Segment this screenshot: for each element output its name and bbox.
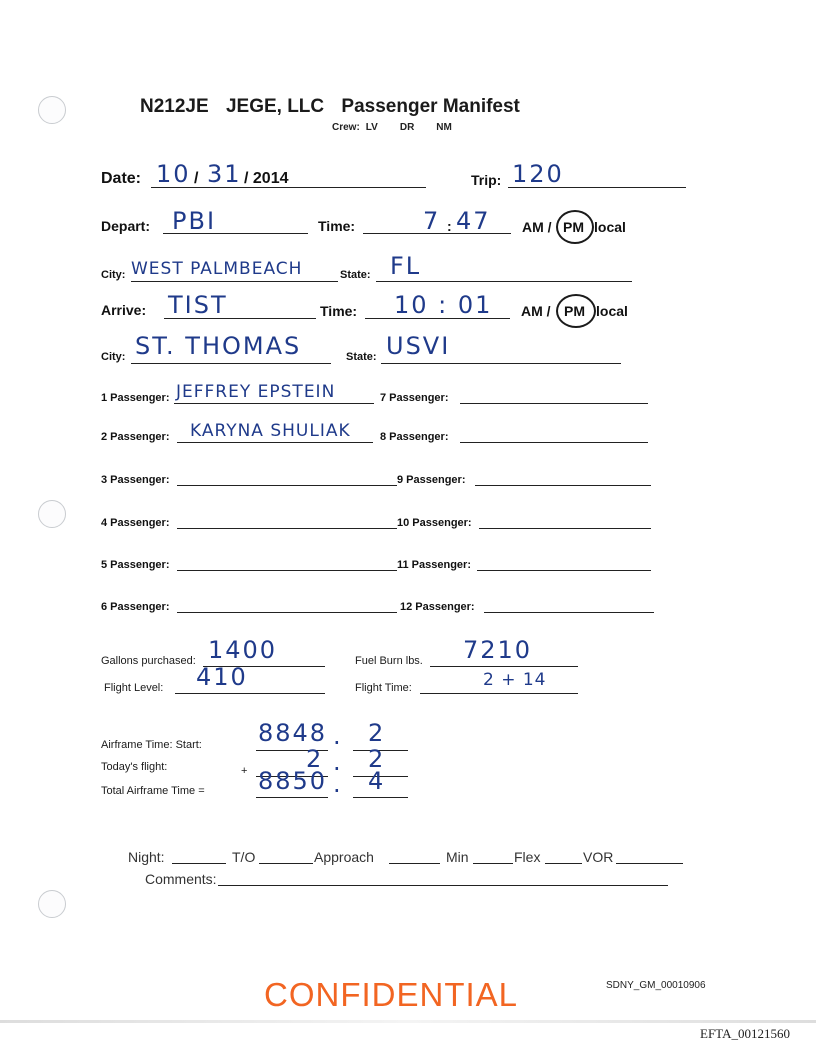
passenger-7-label: 7 Passenger: [380,392,449,404]
arrive-time-label: Time: [320,303,358,319]
airframe-start-label: Airframe Time: Start: [101,739,202,751]
depart-city-underline [131,281,338,282]
passenger-6-underline [177,612,397,613]
crew-initials-2: DR [399,122,415,133]
depart-label: Depart: [101,218,151,234]
depart-pm-option: PM [563,219,584,235]
passenger-4-underline [177,528,397,529]
arrive-city-value: ST. THOMAS [135,332,302,360]
passenger-4-label: 4 Passenger: [101,517,170,529]
manifest-title [140,96,520,118]
fuel-burn-underline [430,666,578,667]
passenger-2-label: 2 Passenger: [101,431,170,443]
crew-label: Crew: [332,122,360,133]
depart-hour-value: 7 [423,207,441,235]
passenger-8-underline [460,442,648,443]
depart-am-option: AM / [522,219,552,235]
flight-time-label: Flight Time: [355,682,412,694]
min-underline [473,863,513,864]
date-label: Date: [101,170,142,187]
arrive-time-value: 10 : 01 [394,291,493,319]
fuel-burn-value: 7210 [463,636,533,664]
flex-underline [545,863,582,864]
date-separator: / [194,170,199,187]
total-airframe-underline [256,797,328,798]
total-airframe-dec-underline [353,797,408,798]
total-airframe-decimal: 4 [368,767,386,795]
approach-label: Approach [314,849,374,865]
night-label: Night: [128,849,165,865]
company-name: JEGE, LLC [225,96,325,117]
arrive-city-label: City: [101,351,126,363]
efta-number: EFTA_00121560 [700,1026,790,1041]
arrive-local-label: local [596,303,628,319]
binder-hole-bottom [38,890,66,918]
passenger-2-value: KARYNA SHULIAK [190,421,351,441]
bates-number: SDNY_GM_00010906 [606,980,706,991]
binder-hole-top [38,96,66,124]
passenger-1-label: 1 Passenger: [101,392,170,404]
document-title: Passenger Manifest [341,96,520,117]
takeoff-underline [259,863,313,864]
arrive-state-value: USVI [386,332,451,360]
depart-time-colon: : [447,218,452,234]
approach-underline [389,863,440,864]
arrive-state-label: State: [346,351,377,363]
depart-state-value: FL [390,252,422,280]
night-underline [172,863,226,864]
passenger-1-underline [174,403,374,404]
airframe-start-decimal: 2 [368,719,386,747]
crew-initials-1: LV [365,122,378,133]
arrive-airport-value: TIST [168,291,228,319]
arrive-am-option: AM / [521,303,551,319]
crew-initials-3: NM [436,122,452,133]
flight-time-value: 2 + 14 [483,670,547,690]
arrive-state-underline [381,363,621,364]
arrive-pm-circle [556,294,596,328]
todays-flight-decimal: 2 [368,745,386,773]
crew-line [332,122,474,133]
flight-level-value: 410 [196,663,248,691]
vor-label: VOR [583,849,614,865]
date-month-value: 10 [156,160,191,188]
flight-time-underline [420,693,578,694]
tail-number: N212JE [140,96,209,117]
passenger-8-label: 8 Passenger: [380,431,449,443]
passenger-3-label: 3 Passenger: [101,474,170,486]
binder-hole-middle [38,500,66,528]
total-airframe-label: Total Airframe Time = [101,785,205,797]
depart-pm-circle [556,210,594,244]
passenger-12-label: 12 Passenger: [400,601,475,613]
passenger-12-underline [484,612,654,613]
confidential-stamp: CONFIDENTIAL [264,976,519,1013]
total-airframe-dot: . [333,770,343,798]
passenger-5-label: 5 Passenger: [101,559,170,571]
depart-local-label: local [594,219,626,235]
comments-label: Comments: [145,871,217,887]
takeoff-label: T/O [232,849,256,865]
depart-state-label: State: [340,269,371,281]
date-day-value: 31 [207,160,242,188]
depart-state-underline [376,281,632,282]
depart-time-label: Time: [318,218,356,234]
depart-city-label: City: [101,269,126,281]
todays-flight-dot: . [333,748,343,776]
date-year: / 2014 [244,170,289,187]
fuel-burn-label: Fuel Burn lbs. [355,655,423,667]
arrive-city-underline [131,363,331,364]
passenger-9-underline [475,485,651,486]
passenger-1-value: JEFFREY EPSTEIN [176,382,336,402]
scan-edge [0,1020,816,1023]
passenger-10-underline [479,528,651,529]
passenger-11-underline [477,570,651,571]
min-label: Min [446,849,469,865]
passenger-3-underline [177,485,397,486]
todays-flight-plus: + [241,765,248,777]
depart-minute-value: 47 [456,207,491,235]
gallons-purchased-label: Gallons purchased: [101,655,196,667]
comments-underline [218,885,668,886]
passenger-5-underline [177,570,397,571]
passenger-11-label: 11 Passenger: [397,559,471,571]
trip-number-value: 120 [512,160,564,188]
passenger-10-label: 10 Passenger: [397,517,472,529]
todays-flight-label: Today's flight: [101,761,168,773]
flight-level-underline [175,693,325,694]
flex-label: Flex [514,849,541,865]
passenger-7-underline [460,403,648,404]
gallons-purchased-value: 1400 [208,636,278,664]
todays-flight-whole: 2 [306,745,324,773]
depart-city-value: WEST PALMBEACH [131,259,303,279]
total-airframe-whole: 8850 [258,767,328,795]
passenger-6-label: 6 Passenger: [101,601,170,613]
passenger-2-underline [177,442,373,443]
date-underline [151,187,426,188]
passenger-9-label: 9 Passenger: [397,474,466,486]
trip-label: Trip: [471,172,502,188]
arrive-label: Arrive: [101,302,147,318]
flight-level-label: Flight Level: [104,682,164,694]
airframe-start-whole: 8848 [258,719,328,747]
vor-underline [616,863,683,864]
depart-airport-value: PBI [172,207,217,235]
arrive-pm-option: PM [564,303,585,319]
airframe-start-dot: . [333,722,343,750]
